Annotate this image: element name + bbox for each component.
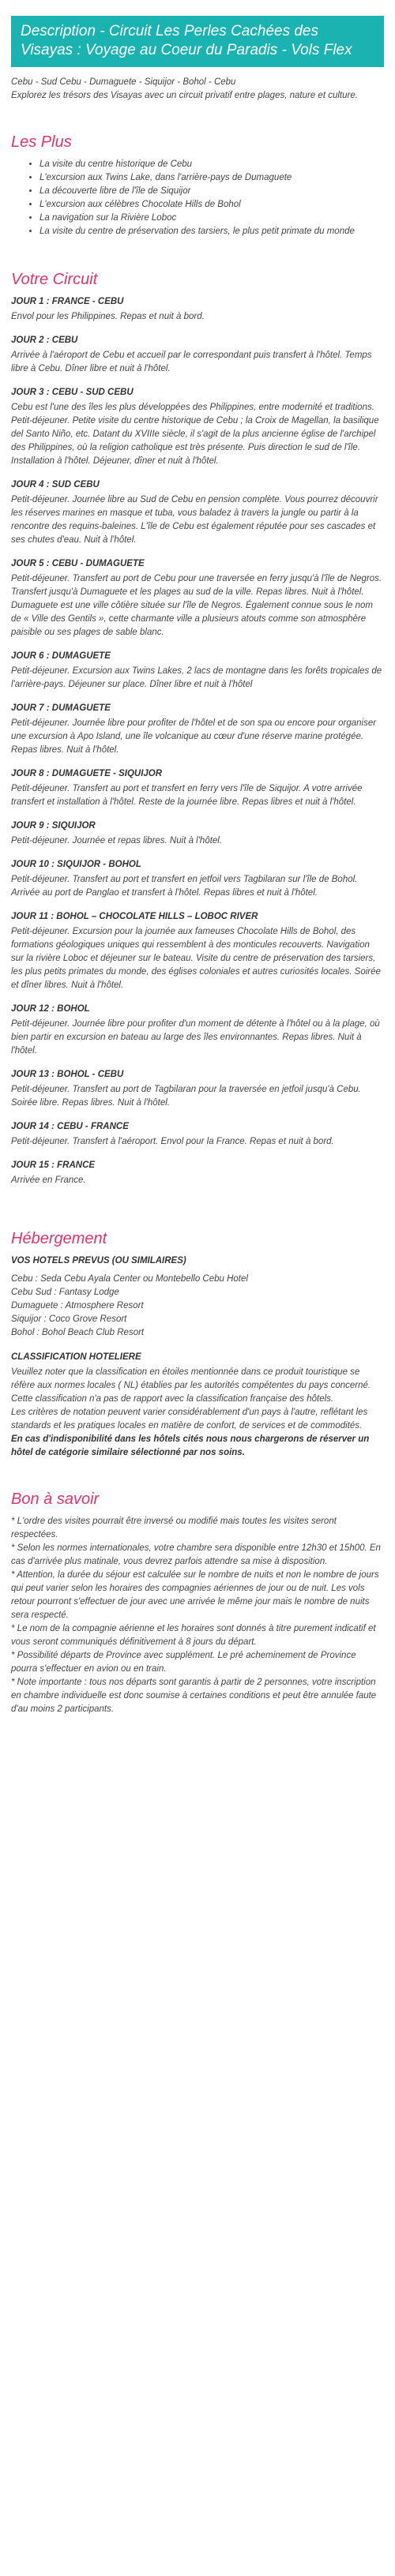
plus-item: • La navigation sur la Rivière Loboc (40, 212, 384, 225)
note-item: * Possibilité départs de Province avec supplément. Le pré acheminement de Province pourra s'effectuer en avion ou en train. (11, 1651, 356, 1674)
circuit-heading: Votre Circuit (11, 271, 98, 288)
day-block (11, 1159, 384, 1187)
day-block (11, 557, 384, 639)
intro-text: Explorez les trésors des Visayas avec un circuit privatif entre plages, nature et culture. (11, 91, 358, 100)
day-title: JOUR 5 : CEBU - DUMAGUETE (11, 559, 145, 568)
itinerary (11, 295, 384, 1187)
hotel-list (11, 1273, 384, 1340)
day-title: JOUR 12 : BOHOL (11, 1004, 90, 1014)
day-title: JOUR 6 : DUMAGUETE (11, 651, 111, 661)
day-block (11, 858, 384, 900)
plus-item: • La visite du centre historique de Cebu (40, 158, 384, 171)
day-text: Petit-déjeuner. Journée libre au Sud de Cebu en pension complète. Vous pourrez découvrir les réserves marines en masque et tuba, vous baladez à travers la jungle ou partir à la rencontre des requins-baleines. L'île de Cebu est également réputée pour ses cascades et ses chutes d'eau. Nuit à l'hôtel. (11, 495, 378, 545)
note-item: * Selon les normes internationales, votre chambre sera disponible entre 12h30 et 15h00. En cas d'arrivée plus matinale, vous devrez parfois attendre sa mise à disposition. (11, 1543, 381, 1566)
classification-note: En cas d'indisponibilité dans les hôtels cités nous nous chargerons de réserver un hôtel de catégorie similaire sélectionné par nos soins. (11, 1434, 370, 1457)
day-text: Petit-déjeuner. Journée libre pour profiter de l'hôtel et de son spa ou encore pour organiser une excursion à Apo Island, une île volcanique au cœur d'une réserve marine protégée. Repas libres. Nuit à l'hôtel. (11, 718, 377, 755)
plus-item: • La visite du centre de préservation des tarsiers, le plus petit primate du monde (40, 225, 384, 238)
day-title: JOUR 10 : SIQUIJOR - BOHOL (11, 860, 141, 869)
day-title: JOUR 4 : SUD CEBU (11, 480, 100, 489)
plus-item: • L'excursion aux célèbres Chocolate Hills de Bohol (40, 198, 384, 212)
day-title: JOUR 3 : CEBU - SUD CEBU (11, 388, 134, 397)
day-title: JOUR 1 : FRANCE - CEBU (11, 297, 124, 306)
note-item: * Le nom de la compagnie aérienne et les horaires sont donnés à titre purement indicatif et vous seront communiqués définitivement à 8 jours du départ. (11, 1624, 376, 1647)
hotel-item: Bohol : Bohol Beach Club Resort (11, 1328, 145, 1337)
day-text: Petit-déjeuner. Transfert au port et transfert en jetfoil vers Tagbilaran sur l'île de Bohol. Arrivée au port de Panglao et transfert à l'hôtel. Repas libres et nuit à l'hôtel. (11, 875, 358, 898)
day-title: JOUR 14 : CEBU - FRANCE (11, 1122, 129, 1131)
day-title: JOUR 9 : SIQUIJOR (11, 821, 96, 831)
day-title: JOUR 2 : CEBU (11, 336, 78, 345)
hotel-item: Siquijor : Coco Grove Resort (11, 1314, 127, 1324)
hotel-item: Cebu : Seda Cebu Ayala Center ou Montebello Cebu Hotel (11, 1274, 248, 1284)
day-block (11, 1068, 384, 1110)
day-block (11, 334, 384, 376)
hotel-item: Cebu Sud : Fantasy Lodge (11, 1288, 119, 1297)
note-item: * L'ordre des visites pourrait être inversé ou modifié mais toutes les visites seront respectées. (11, 1517, 337, 1539)
route-line: Cebu - Sud Cebu - Dumaguete - Siquijor - Bohol - Cebu (11, 77, 236, 87)
note-item: * Note importante : tous nos départs sont garantis à partir de 2 personnes, votre inscription en chambre individuelle est donc soumise à certaines conditions et peut être annulée faute d'au moins 2 participants. (11, 1678, 377, 1714)
day-block (11, 478, 384, 547)
classification-text: Veuillez noter que la classification en étoiles mentionnée dans ce produit touristique se réfère aux normes locales ( NL) établies par les autorités compétentes du pays concerné. Cette classification n'a pas de rapport avec la classification française des hôtels. Les critères de notation peuvent varier considérablement d'un pays à l'autre, reflétant les standards et les pratiques locales en matière de confort, de services et de commodités. (11, 1367, 371, 1430)
note-item: * Attention, la durée du séjour est calculée sur le nombre de nuits et non le nombre de jours qui peut varier selon les horaires des compagnies aériennes de jour ou de nuit. Les vols retour pourront s'effectuer de jour avec une arrivée le même jour mais le nombre de nuits sera respecté. (11, 1570, 379, 1620)
day-text: Petit-déjeuner. Journée libre pour profiter d'un moment de détente à l'hôtel ou à la plage, où bien partir en excursion en bateau au large des îles environnantes. Repas libres. Nuit à l'hôtel. (11, 1019, 380, 1056)
hotel-item: Dumaguete : Atmosphere Resort (11, 1301, 144, 1310)
classification-title: CLASSIFICATION HOTELIERE (11, 1352, 141, 1362)
day-text: Petit-déjeuner. Journée et repas libres. Nuit à l'hôtel. (11, 836, 223, 846)
section-spacer (11, 1198, 384, 1229)
day-title: JOUR 13 : BOHOL - CEBU (11, 1070, 124, 1079)
day-title: JOUR 11 : BOHOL – CHOCOLATE HILLS – LOBOC RIVER (11, 912, 258, 921)
day-block (11, 1003, 384, 1058)
plus-heading: Les Plus (11, 133, 72, 151)
day-title: JOUR 15 : FRANCE (11, 1161, 96, 1170)
day-block (11, 650, 384, 692)
plus-item: • La découverte libre de l'île de Siquijor (40, 185, 384, 198)
day-block (11, 386, 384, 468)
day-title: JOUR 8 : DUMAGUETE - SIQUIJOR (11, 769, 163, 778)
notes-list (11, 1515, 384, 1716)
plus-item: • L'excursion aux Twins Lake, dans l'arrière-pays de Dumaguete (40, 171, 384, 185)
day-text: Petit-déjeuner. Transfert au port de Tagbilaran pour la traversée en jetfoil jusqu'à Cebu. Soirée libre. Repas libres. Nuit à l'hôtel. (11, 1085, 361, 1108)
page-title: Description - Circuit Les Perles Cachées des Visayas : Voyage au Coeur du Paradis - Vols Flex (11, 16, 384, 67)
hebergement-heading: Hébergement (11, 1230, 107, 1247)
day-block (11, 910, 384, 992)
day-text: Petit-déjeuner. Excursion aux Twins Lakes, 2 lacs de montagne dans les forêts tropicales de l'arrière-pays. Déjeuner sur place. Dîner libre et nuit à l'hôtel (11, 666, 382, 689)
day-text: Petit-déjeuner. Excursion pour la journée aux fameuses Chocolate Hills de Bohol, des formations géologiques uniques qui ressemblent à des monticules recouverts. Navigation sur la rivière Loboc et déjeuner sur le bateau. Visite du centre de préservation des tarsiers, les plus petits primates du monde, des églises coloniales et autres curiosités locales. Soirée et dîner libres. Nuit à l'hôtel. (11, 927, 381, 990)
day-text: Cebu est l'une des îles les plus développées des Philippines, entre modernité et traditions. Petit-déjeuner. Petite visite du centre historique de Cebu ; la Croix de Magellan, la basilique del Santo Niño, etc. Datant du XVIIIe siècle, il s'agit de la plus ancienne église de l'archipel des Philippines, où la religion catholique est très présente. Puis direction le sud de l'île. Installation à l'hôtel. Déjeuner, dîner et nuit à l'hôtel. (11, 403, 379, 466)
day-text: Envol pour les Philippines. Repas et nuit à bord. (11, 312, 205, 321)
day-text: Petit-déjeuner. Transfert au port de Cebu pour une traversée en ferry jusqu'à l'île de Negros. Transfert jusqu'à Dumaguete et les plages au sud de la ville. Repas libres. Nuit à l'hôtel. Dumaguete est une ville côtière située sur l'île de Negros. Également connue sous le nom de « Ville des Gentils », cette charmante ville a plusieurs atouts comme son atmosphère paisible ou ses plages de sable blanc. (11, 574, 382, 637)
day-block (11, 295, 384, 324)
day-text: Arrivée en France. (11, 1176, 86, 1185)
day-text: Petit-déjeuner. Transfert à l'aéroport. Envol pour la France. Repas et nuit à bord. (11, 1137, 334, 1146)
day-block (11, 767, 384, 809)
day-text: Petit-déjeuner. Transfert au port et transfert en ferry vers l'île de Siquijor. A votre arrivée transfert et installation à l'hôtel. Reste de la journée libre. Repas libres et nuit à l'hôtel. (11, 784, 363, 807)
bon-a-savoir-heading: Bon à savoir (11, 1490, 100, 1508)
plus-list (11, 158, 384, 238)
day-block (11, 702, 384, 757)
day-block (11, 1120, 384, 1149)
hotels-title: VOS HOTELS PREVUS (OU SIMILAIRES) (11, 1256, 186, 1266)
day-text: Arrivée à l'aéroport de Cebu et accueil par le correspondant puis transfert à l'hôtel. Temps libre à Cebu. Dîner libre et nuit à l'hôtel. (11, 351, 372, 373)
day-title: JOUR 7 : DUMAGUETE (11, 703, 111, 713)
day-block (11, 819, 384, 848)
